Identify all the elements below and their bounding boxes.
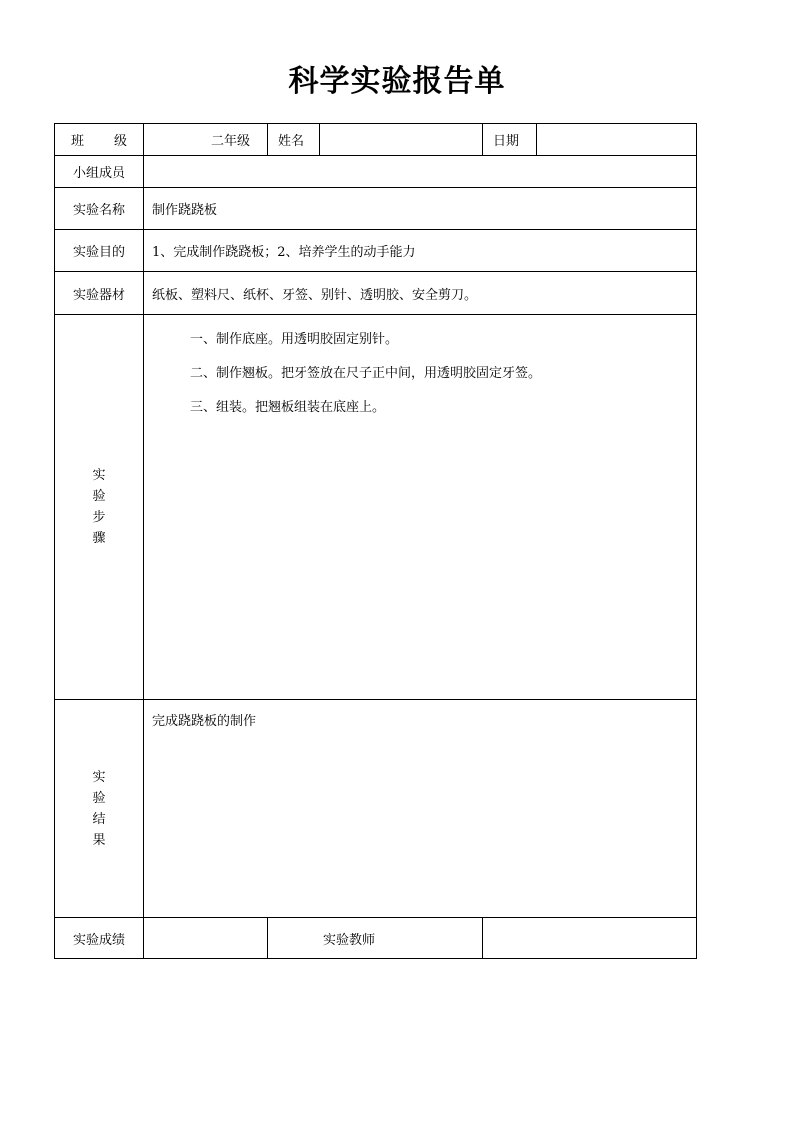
exp-name-label: 实验名称: [55, 188, 144, 230]
exp-name-row: [55, 188, 697, 230]
page-title: 科学实验报告单: [288, 64, 506, 99]
steps-label-char: 步: [92, 510, 106, 525]
materials-row: [55, 272, 697, 315]
step-item: 三、组装。把翘板组装在底座上。: [190, 400, 386, 415]
step-item: 二、制作翘板。把牙签放在尺子正中间，用透明胶固定牙签。: [190, 366, 542, 381]
teacher-label: 实验教师: [268, 918, 483, 959]
materials-value[interactable]: 纸板、塑料尺、纸杯、牙签、别针、透明胶、安全剪刀。: [144, 272, 697, 315]
class-value[interactable]: 二年级: [144, 124, 268, 156]
teacher-field[interactable]: [483, 918, 697, 959]
exp-name-value[interactable]: 制作跷跷板: [144, 188, 697, 230]
result-label-char: 实: [92, 769, 106, 785]
step-item: 一、制作底座。用透明胶固定别针。: [190, 332, 399, 347]
members-label: 小组成员: [55, 156, 144, 188]
result-row: [55, 700, 697, 918]
result-label-char: 结: [92, 811, 106, 827]
score-field[interactable]: [144, 918, 268, 959]
score-label: 实验成绩: [55, 918, 144, 959]
name-label: 姓名: [268, 124, 320, 156]
class-label-cell: [55, 124, 144, 156]
steps-label: [55, 315, 144, 700]
purpose-label: 实验目的: [55, 230, 144, 272]
date-field[interactable]: [537, 124, 697, 156]
materials-label: 实验器材: [55, 272, 144, 315]
result-content[interactable]: 完成跷跷板的制作: [144, 700, 697, 918]
result-label-char: 果: [92, 832, 106, 848]
steps-content[interactable]: [144, 315, 697, 700]
class-label-left: 班: [70, 134, 84, 149]
result-label-char: 验: [92, 790, 106, 806]
class-label-right: 级: [114, 134, 128, 149]
report-table: [54, 123, 697, 959]
steps-label-char: 验: [92, 489, 106, 504]
steps-label-char: 实: [92, 468, 106, 483]
members-field[interactable]: [144, 156, 697, 188]
score-row: [55, 918, 697, 959]
steps-row: [55, 315, 697, 700]
purpose-value[interactable]: 1、完成制作跷跷板；2、培养学生的动手能力: [144, 230, 697, 272]
members-row: [55, 156, 697, 188]
class-row: [55, 124, 697, 156]
name-field[interactable]: [320, 124, 483, 156]
result-label: [55, 700, 144, 918]
steps-label-char: 骤: [92, 531, 106, 546]
purpose-row: [55, 230, 697, 272]
date-label: 日期: [483, 124, 537, 156]
